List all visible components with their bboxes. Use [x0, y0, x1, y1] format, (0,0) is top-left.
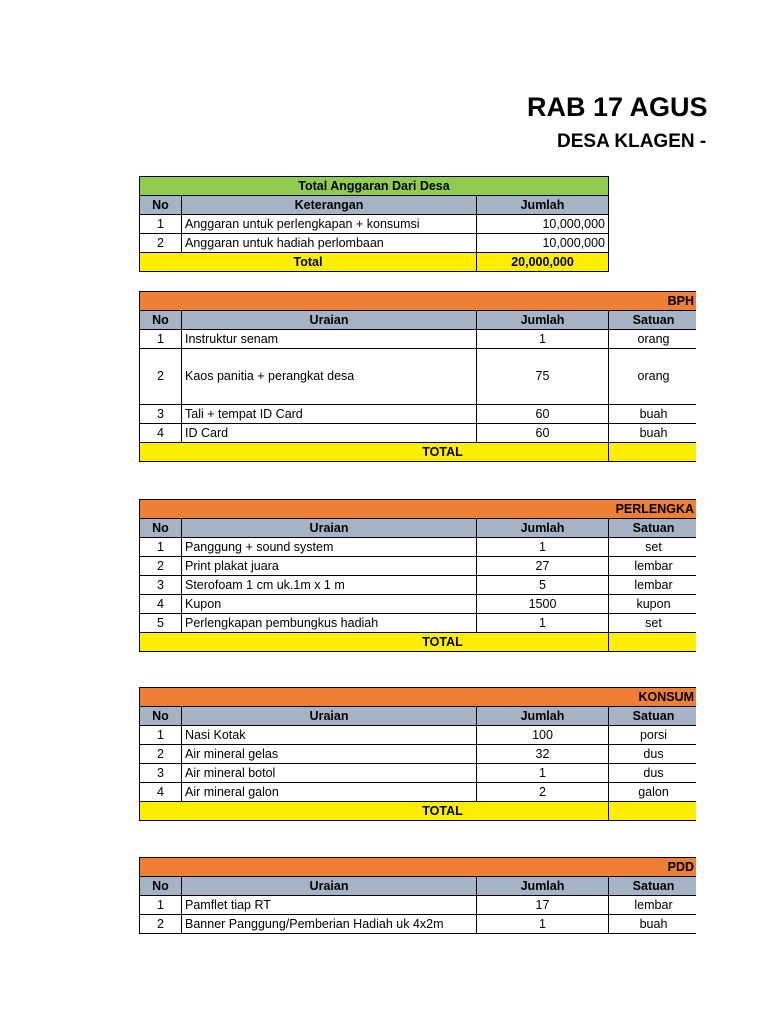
row-item: Perlengkapan pembungkus hadiah [182, 614, 477, 633]
row-no: 3 [140, 764, 182, 783]
table-row [140, 764, 697, 783]
table-row [140, 896, 697, 915]
row-unit: orang [609, 349, 697, 405]
row-qty: 75 [477, 349, 609, 405]
row-unit: kupon [609, 595, 697, 614]
col-satuan: Satuan [609, 707, 697, 726]
konsumsi-title: KONSUM [140, 688, 697, 707]
table-row [140, 726, 697, 745]
row-no: 4 [140, 595, 182, 614]
bph-total-label: TOTAL [140, 443, 609, 462]
col-satuan: Satuan [609, 311, 697, 330]
row-item: Air mineral galon [182, 783, 477, 802]
row-no: 1 [140, 538, 182, 557]
row-qty: 60 [477, 424, 609, 443]
col-uraian: Uraian [182, 877, 477, 896]
bph-header-row [140, 311, 697, 330]
row-unit: lembar [609, 896, 697, 915]
row-unit: dus [609, 764, 697, 783]
budget-total-label: Total [140, 253, 477, 272]
row-qty: 1 [477, 764, 609, 783]
row-no: 2 [140, 349, 182, 405]
row-item: Kaos panitia + perangkat desa [182, 349, 477, 405]
konsumsi-header-row [140, 707, 697, 726]
perlengkapan-table [139, 499, 696, 652]
col-uraian: Uraian [182, 311, 477, 330]
table-row [140, 330, 697, 349]
row-unit: buah [609, 405, 697, 424]
pdd-header-row [140, 877, 697, 896]
row-unit: buah [609, 915, 697, 934]
row-qty: 2 [477, 783, 609, 802]
perlengkapan-section [139, 499, 696, 652]
row-no: 1 [140, 330, 182, 349]
row-unit: orang [609, 330, 697, 349]
row-unit: set [609, 614, 697, 633]
row-no: 5 [140, 614, 182, 633]
table-row [140, 215, 609, 234]
konsumsi-title-row [140, 688, 697, 707]
budget-title: Total Anggaran Dari Desa [140, 177, 609, 196]
perlengkapan-title-row [140, 500, 697, 519]
budget-total-value: 20,000,000 [477, 253, 609, 272]
table-row [140, 424, 697, 443]
row-no: 3 [140, 576, 182, 595]
row-no: 4 [140, 424, 182, 443]
perlengkapan-total-row [140, 633, 697, 652]
col-jumlah: Jumlah [477, 707, 609, 726]
row-item: ID Card [182, 424, 477, 443]
row-unit: dus [609, 745, 697, 764]
konsumsi-total-row [140, 802, 697, 821]
row-item: Air mineral gelas [182, 745, 477, 764]
row-qty: 100 [477, 726, 609, 745]
table-row [140, 614, 697, 633]
col-jumlah: Jumlah [477, 311, 609, 330]
pdd-table [139, 857, 696, 934]
table-row [140, 234, 609, 253]
table-row [140, 538, 697, 557]
table-row [140, 576, 697, 595]
row-qty: 1500 [477, 595, 609, 614]
bph-total-row [140, 443, 697, 462]
row-no: 1 [140, 726, 182, 745]
row-qty: 27 [477, 557, 609, 576]
perlengkapan-title: PERLENGKA [140, 500, 697, 519]
row-no: 2 [140, 915, 182, 934]
row-no: 3 [140, 405, 182, 424]
col-keterangan: Keterangan [182, 196, 477, 215]
col-no: No [140, 196, 182, 215]
row-item: Pamflet tiap RT [182, 896, 477, 915]
row-desc: Anggaran untuk perlengkapan + konsumsi [182, 215, 477, 234]
row-unit: lembar [609, 557, 697, 576]
row-no: 1 [140, 215, 182, 234]
row-qty: 1 [477, 614, 609, 633]
budget-header-row [140, 196, 609, 215]
bph-table [139, 291, 696, 462]
row-amount: 10,000,000 [477, 234, 609, 253]
page-title: RAB 17 AGUS [527, 92, 708, 122]
budget-title-row [140, 177, 609, 196]
konsumsi-section [139, 687, 696, 821]
row-unit: buah [609, 424, 697, 443]
row-item: Nasi Kotak [182, 726, 477, 745]
row-no: 1 [140, 896, 182, 915]
row-unit: set [609, 538, 697, 557]
col-no: No [140, 519, 182, 538]
row-item: Instruktur senam [182, 330, 477, 349]
row-no: 2 [140, 745, 182, 764]
bph-title-row [140, 292, 697, 311]
col-jumlah: Jumlah [477, 519, 609, 538]
row-item: Print plakat juara [182, 557, 477, 576]
row-unit: lembar [609, 576, 697, 595]
row-item: Sterofoam 1 cm uk.1m x 1 m [182, 576, 477, 595]
row-qty: 60 [477, 405, 609, 424]
perlengkapan-header-row [140, 519, 697, 538]
row-no: 2 [140, 557, 182, 576]
row-qty: 1 [477, 330, 609, 349]
row-unit: porsi [609, 726, 697, 745]
pdd-title-row [140, 858, 697, 877]
table-row [140, 783, 697, 802]
row-unit: galon [609, 783, 697, 802]
col-jumlah: Jumlah [477, 196, 609, 215]
row-item: Panggung + sound system [182, 538, 477, 557]
konsumsi-table [139, 687, 696, 821]
row-qty: 1 [477, 538, 609, 557]
table-row [140, 557, 697, 576]
col-uraian: Uraian [182, 519, 477, 538]
table-row [140, 349, 697, 405]
row-qty: 1 [477, 915, 609, 934]
col-satuan: Satuan [609, 877, 697, 896]
bph-title: BPH [140, 292, 697, 311]
konsumsi-total-label: TOTAL [140, 802, 609, 821]
col-jumlah: Jumlah [477, 877, 609, 896]
row-amount: 10,000,000 [477, 215, 609, 234]
col-no: No [140, 877, 182, 896]
row-qty: 32 [477, 745, 609, 764]
col-no: No [140, 311, 182, 330]
col-uraian: Uraian [182, 707, 477, 726]
budget-table [139, 176, 609, 272]
table-row [140, 915, 697, 934]
perlengkapan-total-label: TOTAL [140, 633, 609, 652]
col-satuan: Satuan [609, 519, 697, 538]
col-no: No [140, 707, 182, 726]
row-desc: Anggaran untuk hadiah perlombaan [182, 234, 477, 253]
table-row [140, 405, 697, 424]
pdd-title: PDD [140, 858, 697, 877]
pdd-section [139, 857, 696, 934]
row-item: Banner Panggung/Pemberian Hadiah uk 4x2m [182, 915, 477, 934]
row-no: 4 [140, 783, 182, 802]
row-qty: 5 [477, 576, 609, 595]
row-qty: 17 [477, 896, 609, 915]
row-item: Tali + tempat ID Card [182, 405, 477, 424]
row-item: Air mineral botol [182, 764, 477, 783]
bph-section [139, 291, 696, 462]
table-row [140, 745, 697, 764]
row-item: Kupon [182, 595, 477, 614]
budget-total-row [140, 253, 609, 272]
row-no: 2 [140, 234, 182, 253]
table-row [140, 595, 697, 614]
page-subtitle: DESA KLAGEN - [557, 131, 707, 152]
